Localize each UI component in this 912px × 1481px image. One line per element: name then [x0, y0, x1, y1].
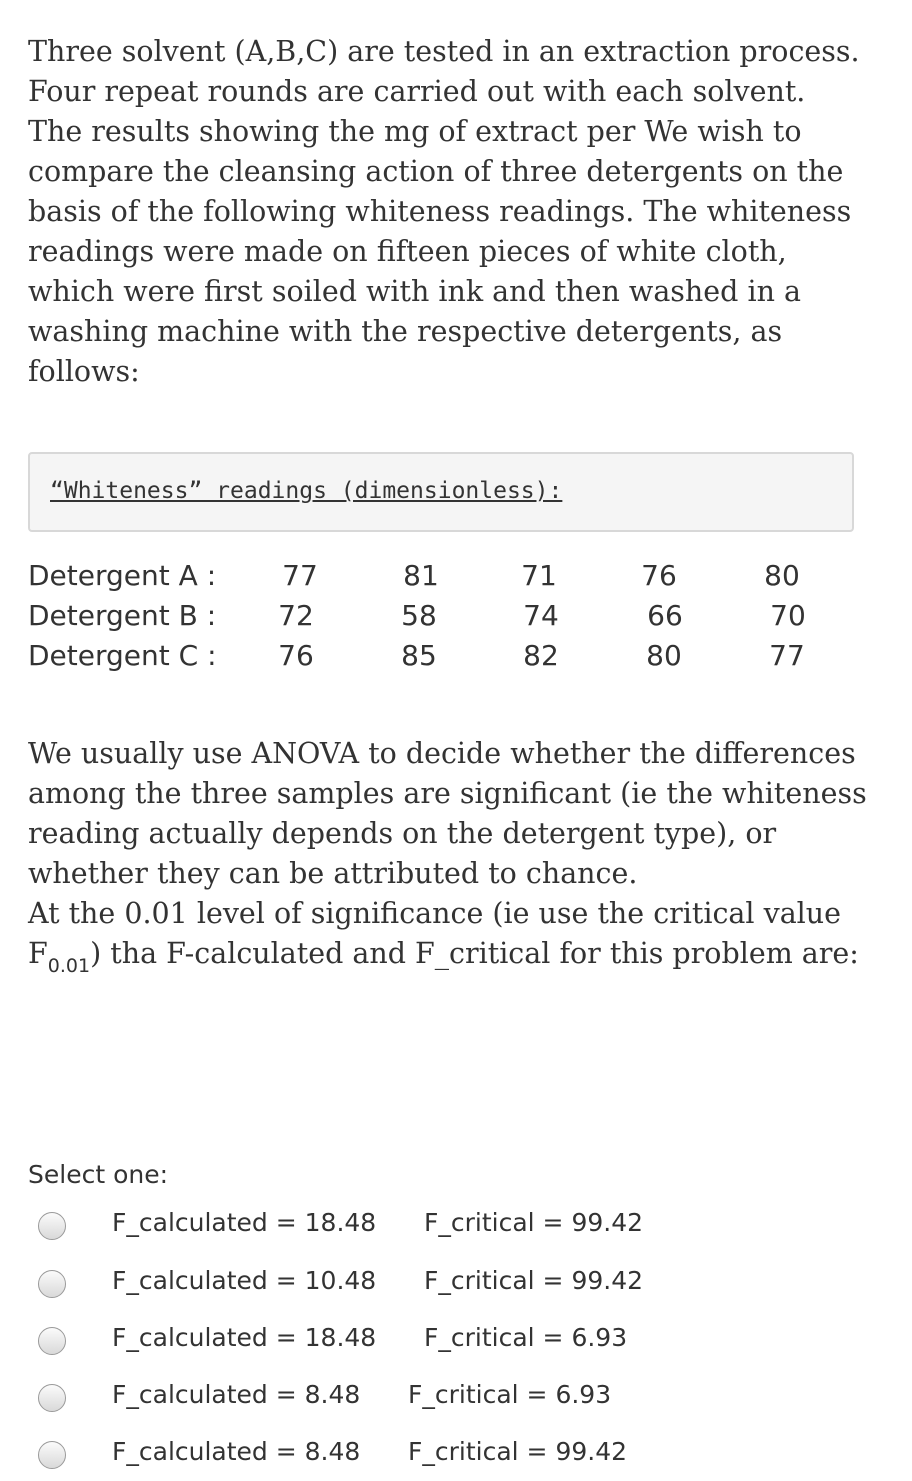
option-f-calculated: F_calculated = 18.48: [112, 1208, 377, 1237]
table-cell: 82: [523, 639, 559, 672]
answer-option[interactable]: [0, 1200, 900, 1250]
option-f-calculated: F_calculated = 8.48: [112, 1437, 361, 1466]
table-row-detergent-b: [28, 595, 868, 635]
radio-button[interactable]: [38, 1212, 66, 1240]
option-f-calculated: F_calculated = 10.48: [112, 1266, 377, 1295]
table-cell: 76: [278, 639, 314, 672]
option-f-critical: F_critical = 6.93: [408, 1380, 612, 1409]
answer-option[interactable]: [0, 1372, 900, 1422]
select-one-label: Select one:: [28, 1160, 169, 1189]
answer-option[interactable]: [0, 1429, 900, 1479]
table-cell: 76: [641, 559, 677, 592]
question-paragraph: We usually use ANOVA to decide whether the differences among the three samples are significant (ie the whiteness reading actually depends on the detergent type), or whether they can be attributed to chance.: [28, 737, 867, 890]
table-cell: 80: [764, 559, 800, 592]
table-cell: 74: [523, 599, 559, 632]
option-f-calculated: F_calculated = 18.48: [112, 1323, 377, 1352]
row-label: Detergent A :: [28, 559, 217, 592]
question-text-part: ) tha F-calculated and F_critical for this problem are:: [90, 937, 859, 970]
option-f-critical: F_critical = 99.42: [408, 1437, 628, 1466]
question-text: [28, 734, 874, 977]
answer-option[interactable]: [0, 1315, 900, 1365]
radio-button[interactable]: [38, 1270, 66, 1298]
table-cell: 77: [282, 559, 318, 592]
question-paragraph: [28, 894, 874, 977]
table-cell: 80: [646, 639, 682, 672]
table-cell: 71: [521, 559, 557, 592]
table-cell: 70: [770, 599, 806, 632]
answer-option[interactable]: [0, 1258, 900, 1308]
table-cell: 72: [278, 599, 314, 632]
problem-intro-text: Three solvent (A,B,C) are tested in an extraction process. Four repeat rounds are carried out with each solvent. The results showing the mg of extract per We wish to compare the cleansing action of three detergents on the basis of the following whiteness readings. The whiteness readings were made on fifteen pieces of white cloth, which were first soiled with ink and then washed in a washing machine with the respective detergents, as follows:: [28, 35, 860, 388]
table-cell: 81: [403, 559, 439, 592]
option-f-critical: F_critical = 99.42: [424, 1266, 644, 1295]
row-label: Detergent C :: [28, 639, 217, 672]
subscript-significance: 0.01: [47, 955, 91, 977]
question-text-part: At the 0.01 level of significance (ie use the critical value F: [28, 897, 842, 970]
table-cell: 58: [401, 599, 437, 632]
option-f-critical: F_critical = 6.93: [424, 1323, 628, 1352]
radio-button[interactable]: [38, 1327, 66, 1355]
option-f-calculated: F_calculated = 8.48: [112, 1380, 361, 1409]
code-block-heading: “Whiteness” readings (dimensionless):: [50, 478, 563, 504]
option-f-critical: F_critical = 99.42: [424, 1208, 644, 1237]
row-label: Detergent B :: [28, 599, 217, 632]
table-cell: 66: [647, 599, 683, 632]
table-cell: 77: [769, 639, 805, 672]
code-block: [28, 452, 854, 532]
table-row-detergent-c: [28, 635, 868, 675]
table-cell: 85: [401, 639, 437, 672]
radio-button[interactable]: [38, 1384, 66, 1412]
table-row-detergent-a: [28, 555, 868, 595]
radio-button[interactable]: [38, 1441, 66, 1469]
